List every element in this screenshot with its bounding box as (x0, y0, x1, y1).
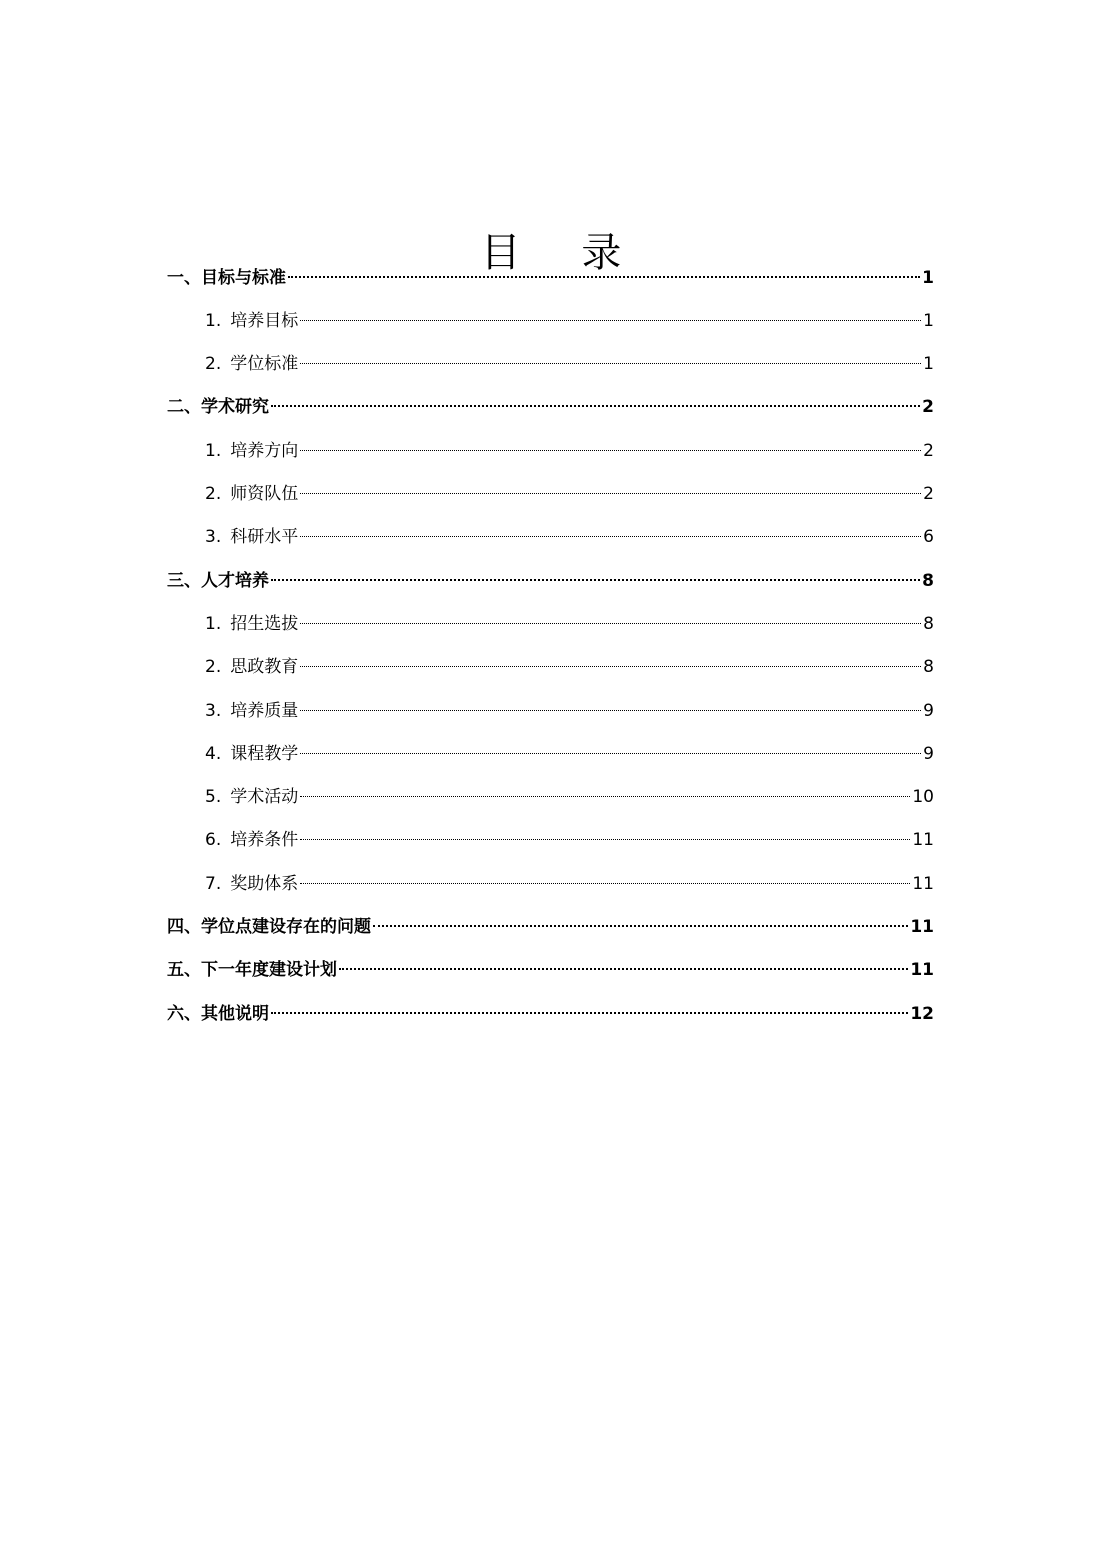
toc-entry-subsection[interactable] (167, 349, 934, 379)
dot-leader (339, 968, 908, 970)
dot-leader (300, 796, 910, 797)
toc-entry-subsection[interactable] (167, 825, 934, 855)
toc-entry-number: 1. (205, 614, 222, 634)
dot-leader (300, 666, 921, 667)
toc-entry-label: 学术研究 (201, 397, 269, 417)
toc-entry-page: 6 (923, 527, 934, 547)
toc-entry-label: 学术活动 (230, 787, 299, 807)
dot-leader (300, 363, 921, 364)
toc-entry-subsection[interactable] (167, 782, 934, 812)
toc-entry-page: 10 (912, 787, 934, 807)
toc-entry-number: 1. (205, 441, 222, 461)
toc-entry-label: 培养条件 (230, 830, 299, 850)
toc-entry-page: 1 (922, 268, 934, 288)
toc-entry-page: 1 (923, 354, 934, 374)
toc-entry-section[interactable] (167, 912, 934, 942)
dot-leader (300, 320, 921, 321)
toc-entry-label: 课程教学 (230, 744, 299, 764)
toc-entry-page: 9 (923, 744, 934, 764)
dot-leader (271, 579, 920, 581)
toc-entry-label: 学位点建设存在的问题 (201, 917, 371, 937)
toc-entry-page: 11 (910, 960, 934, 980)
toc-entry-section[interactable] (167, 566, 934, 596)
toc-entry-page: 8 (923, 657, 934, 677)
dot-leader (300, 623, 921, 624)
dot-leader (271, 1012, 908, 1014)
toc-entry-number: 六、 (167, 1004, 201, 1024)
toc-entry-page: 8 (922, 571, 934, 591)
toc-entry-page: 2 (923, 484, 934, 504)
toc-entry-number: 三、 (167, 571, 201, 591)
toc-entry-label: 其他说明 (201, 1004, 269, 1024)
toc-entry-section[interactable] (167, 955, 934, 985)
dot-leader (300, 710, 921, 711)
dot-leader (288, 276, 920, 278)
toc-entry-page: 2 (922, 397, 934, 417)
dot-leader (300, 883, 910, 884)
dot-leader (373, 925, 908, 927)
toc-entry-number: 2. (205, 657, 222, 677)
dot-leader (300, 450, 921, 451)
toc-entry-section[interactable] (167, 263, 934, 293)
toc-entry-number: 5. (205, 787, 222, 807)
toc-entry-subsection[interactable] (167, 652, 934, 682)
toc-entry-subsection[interactable] (167, 479, 934, 509)
toc-entry-number: 3. (205, 527, 222, 547)
toc-entry-subsection[interactable] (167, 869, 934, 899)
toc-entry-label: 培养目标 (230, 311, 299, 331)
toc-entry-number: 四、 (167, 917, 201, 937)
toc-entry-section[interactable] (167, 999, 934, 1029)
toc-entry-number: 2. (205, 484, 222, 504)
toc-entry-label: 培养方向 (230, 441, 299, 461)
toc-entry-page: 1 (923, 311, 934, 331)
toc-entry-number: 二、 (167, 397, 201, 417)
toc-entry-subsection[interactable] (167, 739, 934, 769)
toc-entry-page: 11 (912, 874, 934, 894)
toc-entry-subsection[interactable] (167, 696, 934, 726)
toc-entry-number: 一、 (167, 268, 201, 288)
dot-leader (300, 839, 910, 840)
toc-entry-label: 科研水平 (230, 527, 299, 547)
toc-title: 目 录 (480, 229, 646, 276)
toc-entry-label: 奖助体系 (230, 874, 299, 894)
toc-entry-section[interactable] (167, 392, 934, 422)
toc-entry-number: 五、 (167, 960, 201, 980)
toc-entry-label: 培养质量 (230, 701, 299, 721)
toc-entry-subsection[interactable] (167, 522, 934, 552)
toc-entry-page: 8 (923, 614, 934, 634)
toc-entry-number: 4. (205, 744, 222, 764)
dot-leader (300, 493, 921, 494)
toc-entry-page: 12 (910, 1004, 934, 1024)
toc-entry-number: 1. (205, 311, 222, 331)
toc-entry-label: 师资队伍 (230, 484, 299, 504)
toc-entry-number: 3. (205, 701, 222, 721)
toc-entry-label: 思政教育 (230, 657, 299, 677)
toc-entry-page: 9 (923, 701, 934, 721)
dot-leader (300, 753, 921, 754)
toc-entry-label: 招生选拔 (230, 614, 299, 634)
toc-entry-subsection[interactable] (167, 436, 934, 466)
toc-entry-page: 2 (923, 441, 934, 461)
dot-leader (271, 405, 920, 407)
toc-entry-subsection[interactable] (167, 609, 934, 639)
dot-leader (300, 536, 921, 537)
toc-entry-number: 2. (205, 354, 222, 374)
toc-entry-page: 11 (910, 917, 934, 937)
toc-entry-label: 目标与标准 (201, 268, 286, 288)
toc-entry-page: 11 (912, 830, 934, 850)
toc-entry-number: 6. (205, 830, 222, 850)
toc-entry-number: 7. (205, 874, 222, 894)
toc-entry-label: 下一年度建设计划 (201, 960, 337, 980)
toc-entry-subsection[interactable] (167, 306, 934, 336)
toc-entry-label: 人才培养 (201, 571, 269, 591)
toc-entry-label: 学位标准 (230, 354, 299, 374)
